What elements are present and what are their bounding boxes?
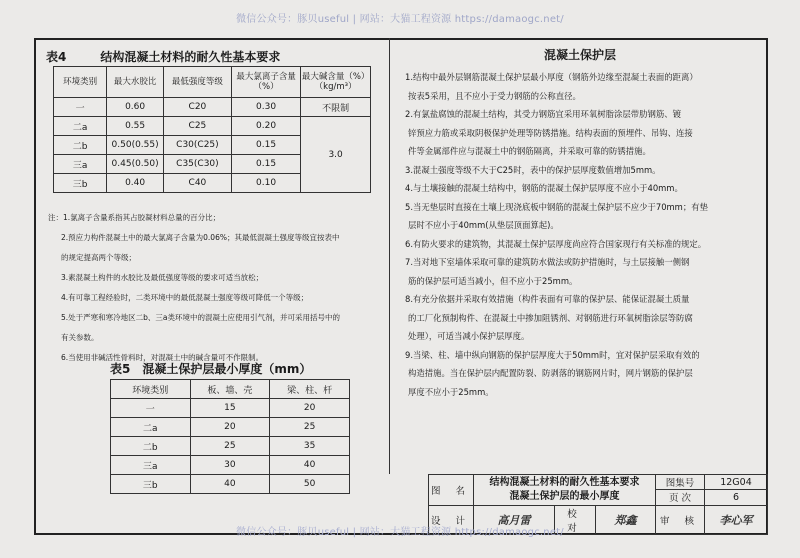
- cover-line: 构造措施。当在保护层内配置防裂、防剥落的钢筋网片时，网片钢筋的保护层: [408, 368, 693, 378]
- table-cell: C30(C25): [163, 136, 231, 155]
- table-cell: 二b: [111, 437, 191, 456]
- drawing-title-line2: 混凝土保护层的最小厚度: [509, 490, 620, 502]
- table-row: [111, 475, 350, 494]
- table-cell: C20: [163, 98, 231, 117]
- table-row: [54, 117, 371, 136]
- atlas-number-label: 图集号: [656, 475, 705, 490]
- table-cell: 0.15: [231, 155, 300, 174]
- note-line: 3.素混凝土构件的水胶比及最低强度等级的要求可适当放松；: [61, 273, 264, 282]
- table-row: [54, 98, 371, 117]
- table-cell: 不限制: [301, 98, 371, 117]
- table4-header-cell: 最大碱含量（%）（kg/m³）: [301, 67, 371, 98]
- table-cell: 二a: [54, 117, 107, 136]
- table-cell: 二b: [54, 136, 107, 155]
- table-cell: 40: [190, 475, 270, 494]
- cover-line: 厚度不应小于25mm。: [408, 386, 494, 397]
- cover-line: 6.有防火要求的建筑物，其混凝土保护层厚度尚应符合国家现行有关标准的规定。: [405, 238, 707, 249]
- cover-line: 层时不应小于40mm(从垫层顶面算起)。: [408, 220, 559, 230]
- table-cell: 二a: [111, 418, 191, 437]
- table-cell: 30: [190, 456, 270, 475]
- checker-label: 校 对: [555, 505, 596, 535]
- page-number: 6: [705, 490, 768, 505]
- table5-cover-thickness: [110, 379, 350, 494]
- column-divider: [389, 38, 390, 474]
- cover-line: 处理），可适当减小保护层厚度。: [408, 331, 530, 341]
- table-cell: 0.30: [231, 98, 300, 117]
- cover-line: 9.当梁、柱、墙中纵向钢筋的保护层厚度大于50mm时，宜对保护层采取有效的: [405, 349, 700, 360]
- table5-number: 表5: [110, 362, 131, 376]
- note-line: 有关参数。: [61, 333, 99, 342]
- table-row: [111, 437, 350, 456]
- cover-line: 锌预应力筋或采取阴极保护处理等防锈措施。结构表面的预埋件、吊钩、连接: [408, 127, 693, 138]
- watermark-top: 微信公众号：豚贝useful | 网站：大猫工程资源 https://damaogc.net/: [236, 14, 564, 25]
- page-label: 页 次: [656, 490, 705, 505]
- table-cell-merged: 3.0: [301, 117, 371, 193]
- table5-title: 混凝土保护层最小厚度（mm）: [142, 362, 312, 376]
- designer-label: 设 计: [429, 505, 474, 535]
- table-cell: 50: [270, 475, 350, 494]
- table4-durability: [53, 66, 371, 193]
- table-cell: 三a: [111, 456, 191, 475]
- table-row: [111, 418, 350, 437]
- note-line: 6.当使用非碱活性骨料时，对混凝土中的碱含量可不作限制。: [61, 353, 264, 362]
- cover-line: 2.有氯盐腐蚀的混凝土结构，其受力钢筋宜采用环氧树脂涂层带肋钢筋、镀: [405, 109, 681, 119]
- table-cell: 0.15: [231, 136, 300, 155]
- table-cell: 0.40: [107, 174, 164, 193]
- cover-line: 1.结构中最外层钢筋混凝土保护层最小厚度（钢筋外边缘至混凝土表面的距离）: [405, 72, 698, 82]
- table4-number: 表4: [46, 50, 67, 64]
- table5-header-cell: 板、墙、壳: [190, 380, 270, 399]
- table-cell: 0.50(0.55): [107, 136, 164, 155]
- table5-header-cell: 梁、柱、杆: [270, 380, 350, 399]
- designer-signature: 高月雷: [474, 505, 555, 535]
- atlas-number-value: 12G04: [705, 475, 768, 490]
- table-cell: 15: [190, 399, 270, 418]
- table4-header-cell: 最大水胶比: [107, 67, 164, 98]
- table4-title: 结构混凝土材料的耐久性基本要求: [100, 50, 281, 64]
- cover-line: 按表5采用，且不应小于受力钢筋的公称直径。: [408, 90, 581, 101]
- table-cell: 0.10: [231, 174, 300, 193]
- table-cell: 一: [54, 98, 107, 117]
- drawing-title: [474, 475, 656, 506]
- cover-line: 件等金属部件应与混凝土中的钢筋隔离，并采取可靠的防锈措施。: [408, 146, 651, 156]
- table4-header-cell: 最低强度等级: [163, 67, 231, 98]
- table-cell: C25: [163, 117, 231, 136]
- reviewer-label: 审 核: [656, 505, 705, 535]
- table-cell: 一: [111, 399, 191, 418]
- table-row: [111, 456, 350, 475]
- table-row: [111, 399, 350, 418]
- table-cell: 20: [190, 418, 270, 437]
- table-cell: 三a: [54, 155, 107, 174]
- table-cell: 0.55: [107, 117, 164, 136]
- cover-line: 8.有充分依据并采取有效措施（构件表面有可靠的保护层、能保证混凝土质量: [405, 294, 690, 304]
- table-cell: 0.20: [231, 117, 300, 136]
- cover-section-title: 混凝土保护层: [543, 48, 616, 62]
- cover-line: 筋的保护层可适当减小，但不应小于25mm。: [408, 275, 578, 286]
- note-line: 的规定提高两个等级；: [61, 253, 136, 262]
- table-cell: 三b: [54, 174, 107, 193]
- table4-notes: [48, 208, 383, 368]
- watermark-bottom: 微信公众号：豚贝useful | 网站：大猫工程资源 https://damaogc.net/: [236, 527, 564, 538]
- checker-signature: 郑鑫: [596, 505, 656, 535]
- table4-header-cell: 环境类别: [54, 67, 107, 98]
- cover-line: 5.当无垫层时直接在土壤上现浇底板中钢筋的混凝土保护层不应少于70mm；有垫: [405, 201, 708, 212]
- table-cell: 0.45(0.50): [107, 155, 164, 174]
- cover-section-body: [405, 68, 757, 401]
- table-cell: C40: [163, 174, 231, 193]
- table-cell: 25: [190, 437, 270, 456]
- table4-header-row: [54, 67, 371, 98]
- reviewer-signature: 李心军: [705, 505, 768, 535]
- cover-line: 的工厂化预制构件、在混凝土中掺加阻锈剂、对钢筋进行环氧树脂涂层等防腐: [408, 312, 693, 323]
- cover-line: 4.与土壤接触的混凝土结构中，钢筋的混凝土保护层厚度不应小于40mm。: [405, 183, 683, 193]
- table-cell: 25: [270, 418, 350, 437]
- note-line: 5.处于严寒和寒冷地区二b、三a类环境中的混凝土应使用引气剂，并可采用括号中的: [61, 313, 341, 322]
- table-cell: 20: [270, 399, 350, 418]
- cover-line: 3.混凝土强度等级不大于C25时，表中的保护层厚度数值增加5mm。: [405, 164, 661, 175]
- table4-heading: [46, 48, 366, 65]
- note-line: 2.预应力构件混凝土中的最大氯离子含量为0.06%；其最低混凝土强度等级宜按表中: [61, 233, 340, 242]
- table5-heading: [110, 360, 311, 377]
- table-cell: 35: [270, 437, 350, 456]
- note-line: 注：1.氯离子含量系指其占胶凝材料总量的百分比；: [48, 213, 221, 222]
- table-cell: 40: [270, 456, 350, 475]
- title-label: 图 名: [429, 475, 474, 506]
- table-cell: 三b: [111, 475, 191, 494]
- drawing-title-line1: 结构混凝土材料的耐久性基本要求: [489, 476, 640, 488]
- note-line: 4.有可靠工程经验时，二类环境中的最低混凝土强度等级可降低一个等级；: [61, 293, 309, 302]
- cover-line: 7.当对地下室墙体采取可靠的建筑防水做法或防护措施时，与土层接触一侧钢: [405, 257, 690, 267]
- table-cell: 0.60: [107, 98, 164, 117]
- table-cell: C35(C30): [163, 155, 231, 174]
- table4-header-cell: 最大氯离子含量（%）: [231, 67, 300, 98]
- table5-header-row: [111, 380, 350, 399]
- table5-header-cell: 环境类别: [111, 380, 191, 399]
